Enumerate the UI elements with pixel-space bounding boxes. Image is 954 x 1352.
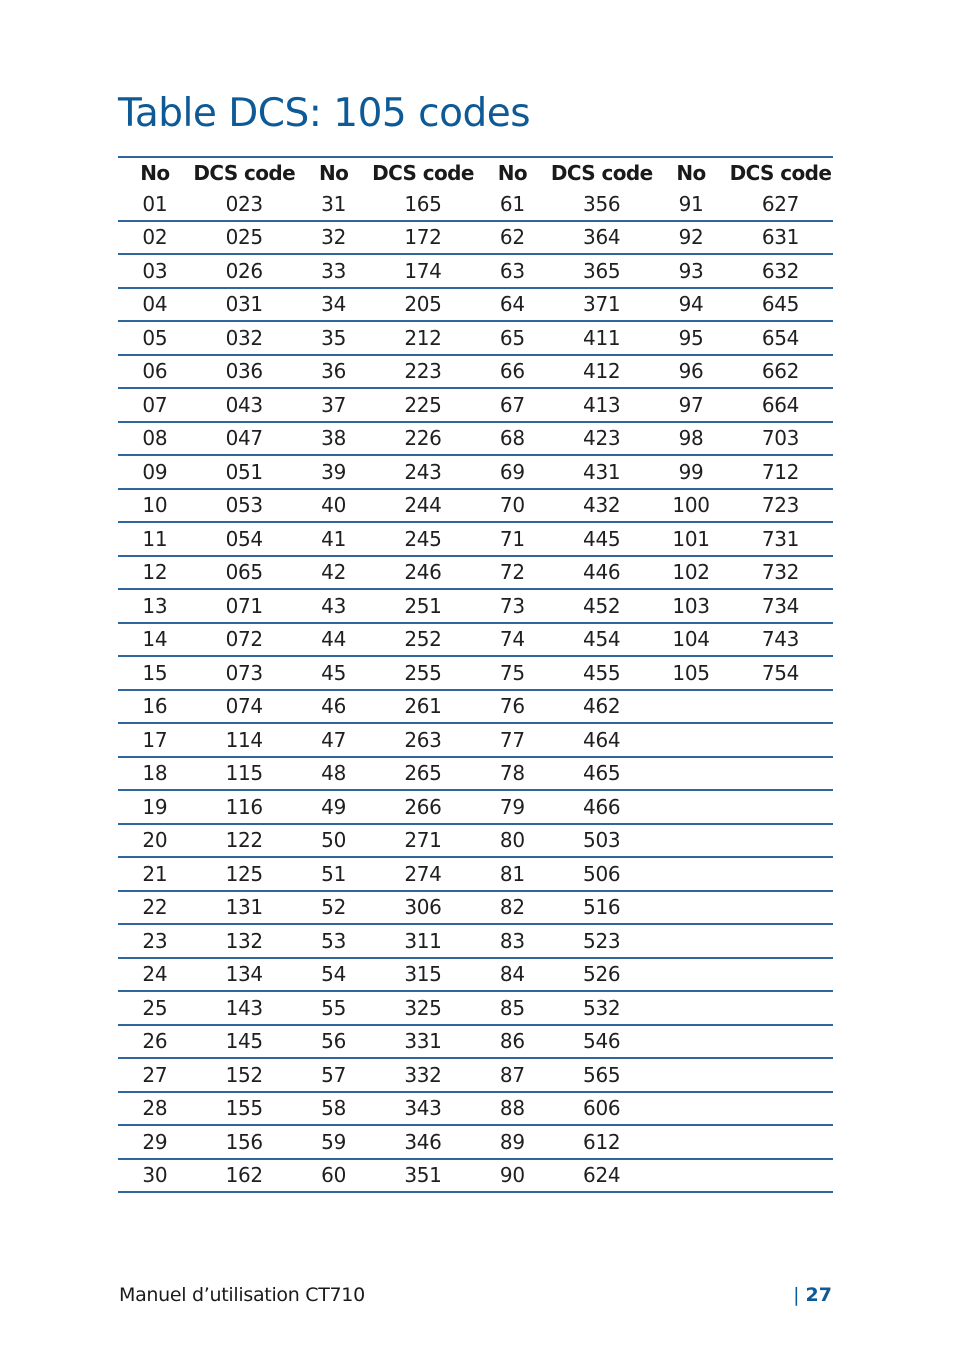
cell-no: 21 — [118, 857, 192, 891]
cell-no: 56 — [297, 1025, 371, 1059]
cell-dcs-code: 125 — [192, 857, 297, 891]
cell-dcs-code — [728, 1125, 833, 1159]
cell-dcs-code: 632 — [728, 254, 833, 288]
cell-dcs-code: 071 — [192, 589, 297, 623]
cell-no: 14 — [118, 623, 192, 657]
cell-no — [654, 991, 728, 1025]
cell-no: 69 — [475, 455, 549, 489]
cell-dcs-code: 365 — [549, 254, 654, 288]
cell-no: 74 — [475, 623, 549, 657]
cell-no: 11 — [118, 522, 192, 556]
cell-no: 64 — [475, 288, 549, 322]
cell-dcs-code: 255 — [370, 656, 475, 690]
cell-dcs-code: 306 — [370, 891, 475, 925]
cell-no: 51 — [297, 857, 371, 891]
cell-dcs-code: 411 — [549, 321, 654, 355]
cell-dcs-code: 212 — [370, 321, 475, 355]
cell-no: 18 — [118, 757, 192, 791]
cell-dcs-code: 265 — [370, 757, 475, 791]
cell-dcs-code: 246 — [370, 556, 475, 590]
cell-dcs-code: 244 — [370, 489, 475, 523]
cell-dcs-code: 325 — [370, 991, 475, 1025]
cell-dcs-code: 523 — [549, 924, 654, 958]
cell-dcs-code: 432 — [549, 489, 654, 523]
cell-dcs-code: 274 — [370, 857, 475, 891]
cell-dcs-code: 526 — [549, 958, 654, 992]
cell-no: 50 — [297, 824, 371, 858]
cell-no: 15 — [118, 656, 192, 690]
cell-dcs-code: 624 — [549, 1159, 654, 1193]
table-row — [118, 489, 833, 523]
cell-no: 84 — [475, 958, 549, 992]
table-row — [118, 522, 833, 556]
table-row — [118, 1092, 833, 1126]
cell-dcs-code: 627 — [728, 188, 833, 221]
cell-no: 89 — [475, 1125, 549, 1159]
cell-dcs-code — [728, 1025, 833, 1059]
cell-no: 73 — [475, 589, 549, 623]
cell-dcs-code: 223 — [370, 355, 475, 389]
cell-dcs-code: 664 — [728, 388, 833, 422]
cell-dcs-code: 172 — [370, 221, 475, 255]
cell-dcs-code: 271 — [370, 824, 475, 858]
table-row — [118, 1058, 833, 1092]
table-row — [118, 1125, 833, 1159]
table-row — [118, 924, 833, 958]
cell-dcs-code: 506 — [549, 857, 654, 891]
cell-dcs-code — [728, 991, 833, 1025]
table-row — [118, 790, 833, 824]
cell-no: 31 — [297, 188, 371, 221]
cell-no: 32 — [297, 221, 371, 255]
page-separator: | — [793, 1284, 800, 1306]
cell-dcs-code: 134 — [192, 958, 297, 992]
cell-no: 92 — [654, 221, 728, 255]
cell-no: 45 — [297, 656, 371, 690]
cell-dcs-code — [728, 723, 833, 757]
cell-no: 04 — [118, 288, 192, 322]
cell-no: 75 — [475, 656, 549, 690]
cell-no: 59 — [297, 1125, 371, 1159]
table-row — [118, 891, 833, 925]
cell-dcs-code: 516 — [549, 891, 654, 925]
cell-no: 61 — [475, 188, 549, 221]
cell-no: 26 — [118, 1025, 192, 1059]
cell-dcs-code: 631 — [728, 221, 833, 255]
cell-dcs-code: 446 — [549, 556, 654, 590]
cell-no — [654, 757, 728, 791]
table-row — [118, 1025, 833, 1059]
cell-no: 12 — [118, 556, 192, 590]
cell-no: 22 — [118, 891, 192, 925]
table-row — [118, 690, 833, 724]
cell-dcs-code: 065 — [192, 556, 297, 590]
table-row — [118, 556, 833, 590]
cell-dcs-code: 364 — [549, 221, 654, 255]
cell-dcs-code: 115 — [192, 757, 297, 791]
cell-no: 79 — [475, 790, 549, 824]
cell-no: 87 — [475, 1058, 549, 1092]
cell-dcs-code: 723 — [728, 489, 833, 523]
cell-no — [654, 924, 728, 958]
cell-no: 09 — [118, 455, 192, 489]
cell-no: 86 — [475, 1025, 549, 1059]
cell-no: 85 — [475, 991, 549, 1025]
cell-dcs-code — [728, 1092, 833, 1126]
header-no: No — [475, 157, 549, 188]
table-row — [118, 991, 833, 1025]
cell-dcs-code: 031 — [192, 288, 297, 322]
cell-dcs-code: 503 — [549, 824, 654, 858]
cell-no: 60 — [297, 1159, 371, 1193]
cell-no: 101 — [654, 522, 728, 556]
cell-no: 58 — [297, 1092, 371, 1126]
cell-dcs-code — [728, 1058, 833, 1092]
cell-no: 55 — [297, 991, 371, 1025]
cell-dcs-code: 466 — [549, 790, 654, 824]
cell-no: 07 — [118, 388, 192, 422]
cell-dcs-code — [728, 1159, 833, 1193]
cell-no: 105 — [654, 656, 728, 690]
cell-dcs-code: 703 — [728, 422, 833, 456]
cell-no — [654, 1125, 728, 1159]
cell-no: 08 — [118, 422, 192, 456]
cell-dcs-code: 205 — [370, 288, 475, 322]
cell-no: 72 — [475, 556, 549, 590]
cell-no: 52 — [297, 891, 371, 925]
cell-dcs-code: 546 — [549, 1025, 654, 1059]
cell-no: 46 — [297, 690, 371, 724]
cell-dcs-code — [728, 790, 833, 824]
cell-no: 06 — [118, 355, 192, 389]
cell-dcs-code: 452 — [549, 589, 654, 623]
cell-no: 24 — [118, 958, 192, 992]
cell-no: 17 — [118, 723, 192, 757]
cell-dcs-code: 346 — [370, 1125, 475, 1159]
cell-no: 48 — [297, 757, 371, 791]
cell-dcs-code: 423 — [549, 422, 654, 456]
cell-no: 13 — [118, 589, 192, 623]
cell-dcs-code: 343 — [370, 1092, 475, 1126]
cell-no: 39 — [297, 455, 371, 489]
manual-title: Manuel d’utilisation CT710 — [119, 1284, 365, 1306]
cell-dcs-code: 732 — [728, 556, 833, 590]
cell-no: 29 — [118, 1125, 192, 1159]
table-header-row — [118, 157, 833, 188]
cell-dcs-code: 252 — [370, 623, 475, 657]
cell-dcs-code: 412 — [549, 355, 654, 389]
page-title: Table DCS: 105 codes — [118, 91, 531, 136]
cell-dcs-code: 132 — [192, 924, 297, 958]
cell-dcs-code: 413 — [549, 388, 654, 422]
table-body — [118, 188, 833, 1192]
cell-no — [654, 790, 728, 824]
cell-dcs-code: 331 — [370, 1025, 475, 1059]
cell-no: 95 — [654, 321, 728, 355]
cell-no: 77 — [475, 723, 549, 757]
cell-dcs-code — [728, 891, 833, 925]
cell-dcs-code: 036 — [192, 355, 297, 389]
table-row — [118, 958, 833, 992]
cell-dcs-code: 261 — [370, 690, 475, 724]
cell-no — [654, 723, 728, 757]
cell-no: 02 — [118, 221, 192, 255]
cell-dcs-code: 445 — [549, 522, 654, 556]
cell-no: 82 — [475, 891, 549, 925]
table-row — [118, 656, 833, 690]
cell-dcs-code: 734 — [728, 589, 833, 623]
table-row — [118, 757, 833, 791]
cell-no: 53 — [297, 924, 371, 958]
cell-dcs-code: 743 — [728, 623, 833, 657]
cell-no: 05 — [118, 321, 192, 355]
cell-dcs-code: 023 — [192, 188, 297, 221]
cell-no: 63 — [475, 254, 549, 288]
cell-no: 41 — [297, 522, 371, 556]
cell-dcs-code: 754 — [728, 656, 833, 690]
cell-no: 91 — [654, 188, 728, 221]
cell-no: 57 — [297, 1058, 371, 1092]
cell-no: 49 — [297, 790, 371, 824]
header-no: No — [654, 157, 728, 188]
cell-dcs-code: 226 — [370, 422, 475, 456]
cell-dcs-code — [728, 824, 833, 858]
cell-dcs-code: 032 — [192, 321, 297, 355]
cell-no: 23 — [118, 924, 192, 958]
cell-dcs-code: 114 — [192, 723, 297, 757]
cell-no — [654, 1159, 728, 1193]
cell-dcs-code: 152 — [192, 1058, 297, 1092]
cell-dcs-code: 143 — [192, 991, 297, 1025]
header-no: No — [118, 157, 192, 188]
cell-dcs-code: 612 — [549, 1125, 654, 1159]
cell-dcs-code — [728, 857, 833, 891]
cell-no: 71 — [475, 522, 549, 556]
header-dcs-code: DCS code — [370, 157, 475, 188]
cell-no: 83 — [475, 924, 549, 958]
cell-dcs-code: 645 — [728, 288, 833, 322]
cell-no: 33 — [297, 254, 371, 288]
cell-dcs-code: 131 — [192, 891, 297, 925]
cell-no — [654, 690, 728, 724]
cell-dcs-code: 156 — [192, 1125, 297, 1159]
cell-no: 25 — [118, 991, 192, 1025]
table-row — [118, 221, 833, 255]
cell-dcs-code: 122 — [192, 824, 297, 858]
cell-no: 47 — [297, 723, 371, 757]
cell-no: 44 — [297, 623, 371, 657]
cell-dcs-code — [728, 924, 833, 958]
cell-no: 66 — [475, 355, 549, 389]
page-number-block — [793, 1284, 832, 1306]
table-row — [118, 1159, 833, 1193]
table-row — [118, 723, 833, 757]
cell-no: 99 — [654, 455, 728, 489]
header-dcs-code: DCS code — [549, 157, 654, 188]
table-row — [118, 824, 833, 858]
cell-dcs-code: 074 — [192, 690, 297, 724]
cell-no: 10 — [118, 489, 192, 523]
cell-dcs-code: 051 — [192, 455, 297, 489]
cell-no: 54 — [297, 958, 371, 992]
cell-no: 65 — [475, 321, 549, 355]
cell-no — [654, 1025, 728, 1059]
cell-dcs-code — [728, 757, 833, 791]
cell-dcs-code: 454 — [549, 623, 654, 657]
cell-dcs-code: 155 — [192, 1092, 297, 1126]
cell-no: 37 — [297, 388, 371, 422]
cell-no: 90 — [475, 1159, 549, 1193]
cell-no: 19 — [118, 790, 192, 824]
cell-dcs-code: 332 — [370, 1058, 475, 1092]
cell-no: 42 — [297, 556, 371, 590]
cell-dcs-code: 116 — [192, 790, 297, 824]
cell-no: 30 — [118, 1159, 192, 1193]
cell-dcs-code: 251 — [370, 589, 475, 623]
cell-dcs-code: 073 — [192, 656, 297, 690]
cell-dcs-code: 465 — [549, 757, 654, 791]
cell-no — [654, 857, 728, 891]
cell-dcs-code: 712 — [728, 455, 833, 489]
cell-dcs-code: 311 — [370, 924, 475, 958]
table-row — [118, 254, 833, 288]
page-number: 27 — [805, 1284, 832, 1306]
cell-no — [654, 1092, 728, 1126]
cell-dcs-code: 315 — [370, 958, 475, 992]
cell-no: 100 — [654, 489, 728, 523]
cell-no: 81 — [475, 857, 549, 891]
cell-no: 94 — [654, 288, 728, 322]
cell-no: 98 — [654, 422, 728, 456]
cell-no: 70 — [475, 489, 549, 523]
cell-no: 16 — [118, 690, 192, 724]
cell-no: 93 — [654, 254, 728, 288]
cell-dcs-code: 174 — [370, 254, 475, 288]
cell-no: 20 — [118, 824, 192, 858]
cell-dcs-code: 371 — [549, 288, 654, 322]
cell-no: 104 — [654, 623, 728, 657]
cell-no: 38 — [297, 422, 371, 456]
header-no: No — [297, 157, 371, 188]
table-row — [118, 355, 833, 389]
cell-dcs-code: 072 — [192, 623, 297, 657]
cell-dcs-code: 565 — [549, 1058, 654, 1092]
cell-no: 01 — [118, 188, 192, 221]
cell-dcs-code: 025 — [192, 221, 297, 255]
cell-dcs-code: 043 — [192, 388, 297, 422]
cell-no: 97 — [654, 388, 728, 422]
cell-dcs-code: 054 — [192, 522, 297, 556]
cell-no: 68 — [475, 422, 549, 456]
cell-no: 80 — [475, 824, 549, 858]
table-row — [118, 455, 833, 489]
header-dcs-code: DCS code — [728, 157, 833, 188]
table-row — [118, 288, 833, 322]
cell-no: 103 — [654, 589, 728, 623]
cell-no: 35 — [297, 321, 371, 355]
cell-dcs-code — [728, 690, 833, 724]
cell-dcs-code: 263 — [370, 723, 475, 757]
cell-dcs-code: 662 — [728, 355, 833, 389]
cell-dcs-code: 455 — [549, 656, 654, 690]
cell-no: 28 — [118, 1092, 192, 1126]
header-dcs-code: DCS code — [192, 157, 297, 188]
cell-dcs-code: 026 — [192, 254, 297, 288]
cell-dcs-code: 047 — [192, 422, 297, 456]
cell-dcs-code: 266 — [370, 790, 475, 824]
cell-dcs-code: 351 — [370, 1159, 475, 1193]
cell-dcs-code: 356 — [549, 188, 654, 221]
cell-dcs-code: 165 — [370, 188, 475, 221]
cell-no: 67 — [475, 388, 549, 422]
cell-no: 102 — [654, 556, 728, 590]
cell-dcs-code: 053 — [192, 489, 297, 523]
cell-no — [654, 824, 728, 858]
table-row — [118, 321, 833, 355]
table-row — [118, 857, 833, 891]
cell-dcs-code: 532 — [549, 991, 654, 1025]
cell-no — [654, 891, 728, 925]
cell-no: 40 — [297, 489, 371, 523]
cell-dcs-code: 145 — [192, 1025, 297, 1059]
cell-no — [654, 958, 728, 992]
table-row — [118, 188, 833, 221]
cell-dcs-code: 606 — [549, 1092, 654, 1126]
cell-dcs-code: 162 — [192, 1159, 297, 1193]
cell-no: 43 — [297, 589, 371, 623]
table-row — [118, 589, 833, 623]
cell-no: 62 — [475, 221, 549, 255]
table-row — [118, 422, 833, 456]
cell-no — [654, 1058, 728, 1092]
cell-dcs-code: 731 — [728, 522, 833, 556]
cell-no: 88 — [475, 1092, 549, 1126]
table-row — [118, 388, 833, 422]
cell-dcs-code — [728, 958, 833, 992]
cell-dcs-code: 243 — [370, 455, 475, 489]
cell-no: 36 — [297, 355, 371, 389]
cell-no: 03 — [118, 254, 192, 288]
cell-dcs-code: 431 — [549, 455, 654, 489]
cell-no: 27 — [118, 1058, 192, 1092]
cell-dcs-code: 654 — [728, 321, 833, 355]
cell-no: 34 — [297, 288, 371, 322]
table-row — [118, 623, 833, 657]
cell-dcs-code: 462 — [549, 690, 654, 724]
cell-dcs-code: 245 — [370, 522, 475, 556]
cell-no: 78 — [475, 757, 549, 791]
cell-no: 76 — [475, 690, 549, 724]
cell-dcs-code: 464 — [549, 723, 654, 757]
dcs-code-table — [118, 156, 833, 1193]
cell-dcs-code: 225 — [370, 388, 475, 422]
cell-no: 96 — [654, 355, 728, 389]
